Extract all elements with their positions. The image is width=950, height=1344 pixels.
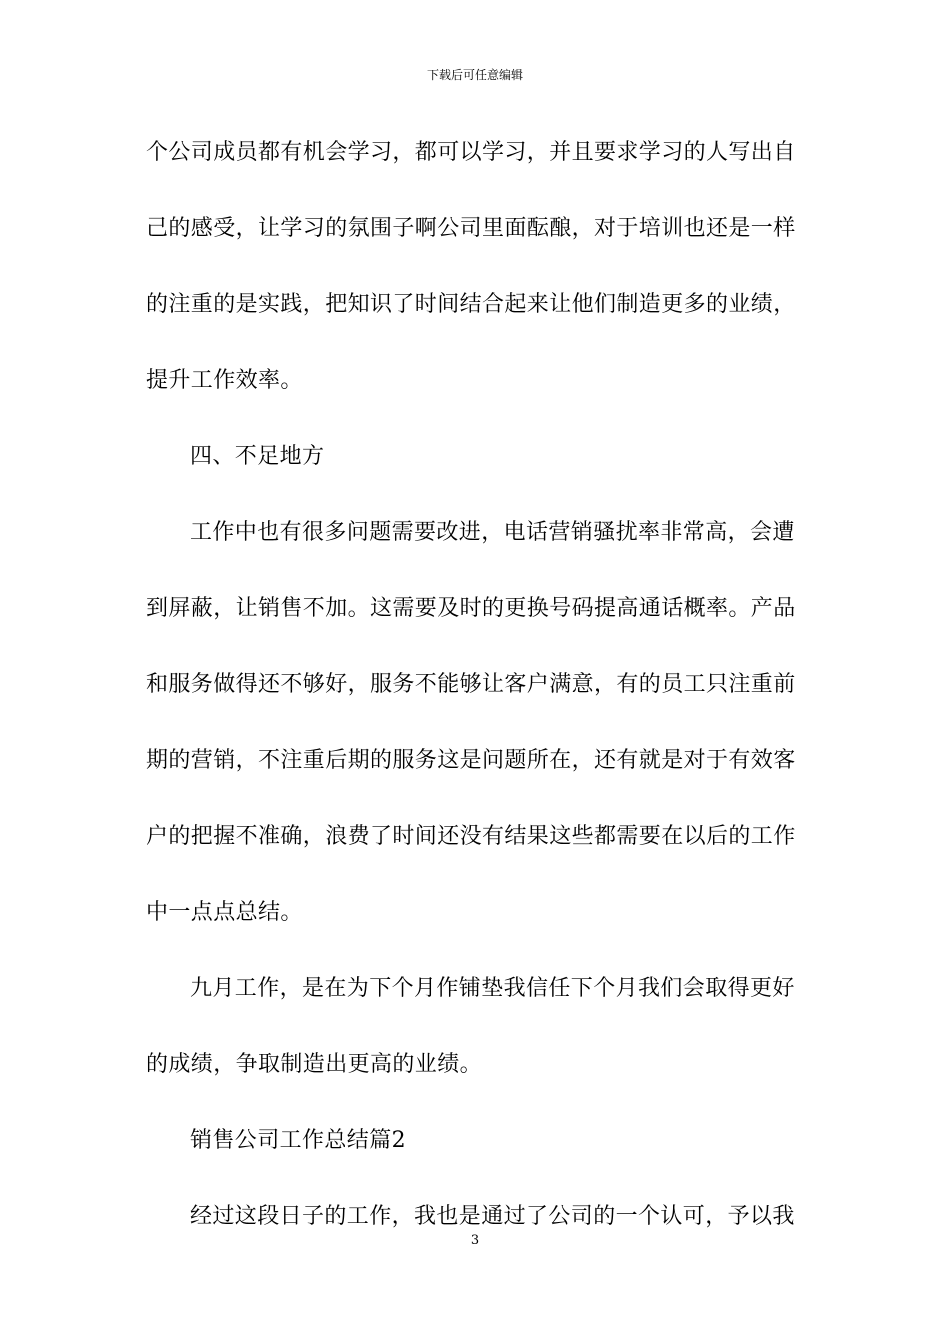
text-line: 和服务做得还不够好，服务不能够让客户满意，有的员工只注重前 xyxy=(146,672,796,697)
text-line: 经过这段日子的工作，我也是通过了公司的一个认可，予以我 xyxy=(190,1204,795,1229)
text-line: 个公司成员都有机会学习，都可以学习，并且要求学习的人写出自 xyxy=(146,140,796,165)
text-line: 期的营销，不注重后期的服务这是问题所在，还有就是对于有效客 xyxy=(146,748,796,773)
document-body xyxy=(146,131,810,1271)
text-line: 的成绩，争取制造出更高的业绩。 xyxy=(146,1052,483,1077)
article-title: 销售公司工作总结篇2 xyxy=(190,1128,406,1153)
text-line: 九月工作，是在为下个月作铺垫我信任下个月我们会取得更好 xyxy=(190,976,795,1001)
text-line: 中一点点总结。 xyxy=(146,900,303,925)
text-line: 提升工作效率。 xyxy=(146,368,303,393)
text-line: 的注重的是实践，把知识了时间结合起来让他们制造更多的业绩， xyxy=(146,292,796,317)
text-line: 户的把握不准确，浪费了时间还没有结果这些都需要在以后的工作 xyxy=(146,824,796,849)
section-heading: 四、不足地方 xyxy=(190,444,325,469)
page-header: 下载后可任意编辑 xyxy=(426,68,523,82)
page-number: 3 xyxy=(470,1233,480,1248)
text-line: 到屏蔽，让销售不加。这需要及时的更换号码提高通话概率。产品 xyxy=(146,596,796,621)
text-line: 工作中也有很多问题需要改进，电话营销骚扰率非常高，会遭 xyxy=(190,520,795,545)
text-line: 己的感受，让学习的氛围子啊公司里面酝酿，对于培训也还是一样 xyxy=(146,216,796,241)
